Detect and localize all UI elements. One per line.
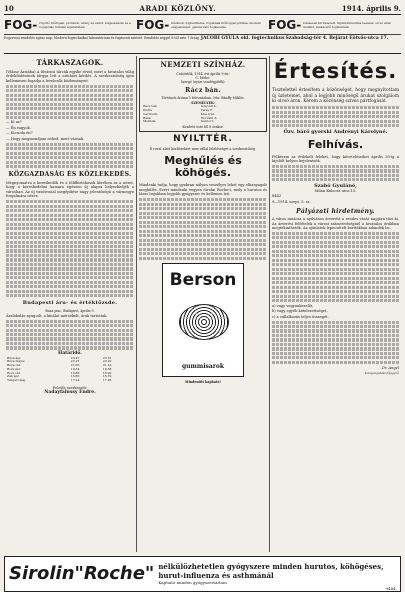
heel-icon: [179, 304, 229, 340]
cold-ad-text: Mindenki tudja, hogy gyakran milyen veszélyes lehet egy elhanyagolt meghűlés. Ezért mindenki vegyen Sirolin Roche-t, mely a hurutos és lázas bajokban legjobb gyógyszer és kellemes ízű.: [139, 183, 267, 197]
fog-text: rögzítő műfogak, plombok, arany és ezüst, szájsebészet és a fogápolás minden ágazatában.: [39, 21, 131, 29]
table-row: Rácz bán Ungvári L.: [143, 104, 218, 109]
notice-text: A város tanácsa a nyilvános árverést a rendes vásár napjára tűzi ki. Az árverési feltételek a városi számvevőségnél a hivatalos órákban megtekinthetők. Az ajánlatok lepecsételt borítékban adandók be.: [272, 217, 399, 231]
advertiser-name: Özv. báró gyorski Andrényi Károlyné.: [283, 128, 388, 135]
table-row: Zab ápr. 16.66 16.70: [7, 374, 112, 379]
newspaper-page: [4, 3, 401, 591]
berson-logo: Berson: [169, 269, 237, 290]
dialogue-line: — Kicsoda én?: [6, 131, 33, 136]
berson-caption: Mindenütt kapható!: [185, 379, 221, 384]
signer-name: Szabó Gyuláné,: [314, 182, 357, 189]
theatre-series: C. bérlet.: [195, 75, 211, 80]
notice-item: b) vagy egyéb kötelezettséget,: [272, 309, 328, 314]
table-row: Rozs okt. 16.88 16.90: [7, 370, 112, 375]
fog-word: FOG-: [4, 18, 38, 32]
signer-address: Milan Kalocsa-utca 15.: [314, 189, 357, 194]
nyilt-ter-title: NYILTTÉR.: [173, 134, 233, 144]
table-row: Bánk Horváth Z.: [143, 115, 218, 120]
table-row: Endre Taray F.: [143, 108, 213, 112]
table-row: Rozs ápr. 19.34 19.36: [7, 366, 112, 371]
column-left: [4, 56, 137, 552]
cast-title: SZEMÉLYEK:: [191, 101, 215, 106]
notice-title: Pályázati hirdetmény.: [296, 207, 375, 215]
masthead: ARADI KÖZLÖNY.: [139, 3, 217, 13]
sirolin-ad: [4, 556, 401, 592]
dentist-banner: [4, 35, 401, 54]
play-title: Rácz bán.: [185, 86, 221, 94]
fog-ad-3: [268, 17, 400, 34]
theatre-sub: Szergé (nyári vendégjáték):: [180, 79, 226, 84]
section-title: TÁRKASZAGOK.: [36, 58, 104, 67]
sirolin-text: nélkülözhetetlen gyógyszere minden hurutos, köhögéses, hurut-influenza és asthmánál: [158, 561, 384, 580]
sirolin-sub: Kapható minden gyógyszertárban: [158, 580, 227, 586]
sirolin-brand: Sirolin"Roche": [9, 562, 155, 584]
berson-ad: [162, 263, 244, 377]
table-title: Határidő.: [58, 350, 82, 356]
fog-ad-1: [4, 17, 136, 34]
market-text: Áralakulás nyugodt, a kínálat mérsékelt, árak tartottak.: [6, 313, 108, 318]
page-number: 10: [4, 3, 14, 13]
ertesites-text: Tisztelettel értesítem a közönséget, hogy megnyitottam új üzletemet, ahol a legjobb minőségű árukat szolgálom ki olcsó áron. Kérem a közönség szíves pártfogását.: [272, 88, 399, 105]
notice-signature: Dr. Angel: [382, 365, 399, 370]
play-desc: Történeti dráma 5 felvonásban. Irta: Bánffy Miklós.: [161, 96, 245, 101]
fog-text: húzások, fogbeültetés, fogaknak műfoggal pótlása, modern szájsebészet, gázzal való fogkezelés.: [171, 21, 262, 29]
sirolin-text-block: [158, 563, 385, 586]
felhivas-text: Felkérem az érdekelt feleket, hogy követeléseiket április 30-ig a kijelölt helyen bejelentsék.: [272, 154, 399, 164]
market-title: Budapesti áru- és értéktőzsde.: [22, 300, 118, 307]
ertesites-body: [272, 106, 399, 127]
table-row: Búza okt. 21.06 21.10: [7, 363, 112, 368]
felhivas-body: [272, 165, 399, 182]
fog-word: FOG-: [136, 18, 170, 32]
dialogue-line: — Ki az?: [6, 120, 22, 125]
notice-item: a) vagy vagyonkezelői,: [272, 303, 314, 308]
column-right: [270, 56, 401, 552]
notice-signature-role: közigazgatási főjegyző: [364, 371, 399, 376]
fog-ads-row: [4, 17, 401, 35]
table-row: Gertrudis Kiss Irén: [143, 111, 215, 116]
table-row: Búza ápr. 23.47 23.52: [7, 355, 112, 360]
table-row: Melinda Kántor I.: [143, 119, 215, 124]
notice-ref: 8442: [272, 193, 282, 198]
felhivas-title: Felhívás.: [307, 137, 364, 151]
fog-text: Ízlésesen kivitelezett, fájdalommentes kezelés, olcsó árak mellett, szakszerű fogmunkák.: [303, 21, 391, 29]
fog-word: FOG-: [268, 18, 302, 32]
ertesites-title: Értesítés.: [273, 59, 398, 83]
berson-label: gummisarok: [181, 363, 225, 371]
theatre-title: NEMZETI SZÍNHÁZ.: [160, 60, 246, 69]
dialogue-line: — Hogy megmondjam neked, mert várnak.: [6, 136, 85, 141]
editor-label: Felelős szerkesztő:: [52, 385, 88, 390]
table-row: Búza május 23.15 23.20: [7, 359, 112, 364]
dentist-address: Szabadság-tér 4. Bejárat Eötvös-utca 17.: [285, 36, 389, 41]
columns: [4, 56, 401, 552]
nyilt-ter-note: E rovat alatt közlöttekért nem vállal felelősséget a szerkesztőség.: [149, 147, 257, 152]
notice-label: 9—1914. szept. 5. sz.: [272, 200, 311, 205]
theatre-start: Kezdete este fél 8 órakor.: [182, 125, 224, 129]
issue-date: 1914. április 9.: [341, 3, 401, 13]
ad-number: 9484.: [385, 586, 397, 591]
article-intro: (Válasz Ázsiába) A fővárosi tárcák egyike rövid, mert a hivatalos világ érdeklődésének tárgya lett a színházi kérdés. A szerkesztőség igen kellemesen fogadja a levelezők közleményeit.: [6, 69, 134, 83]
market-body: [6, 320, 134, 350]
theatre-date: Csütörtök, 1914. évi április 9-én:: [176, 71, 230, 76]
cast-table: [142, 105, 264, 124]
editor-name: Nadayfalussy Endre.: [44, 390, 96, 396]
article-text: Megnyomatva a kereskedők és a földbirtokosok körében az a nézet, hogy a kereskedelmi kamara egészen új alapra helyezkedjék a városban. Az új vasútvonal megépítése nagy jelentőségű a vármegye forgalmára nézve.: [6, 180, 134, 199]
market-sub: Buza piac, Budapest, április 9.: [45, 308, 95, 313]
article-body: [6, 200, 134, 297]
notice-body: [272, 321, 399, 364]
notice-body: [272, 232, 399, 302]
table-row: Tengeri máj. 17.24 17.26: [7, 378, 112, 383]
cold-ad-title: Meghűlés és köhögés.: [164, 154, 242, 180]
section-title: KÖZGAZDASÁG ÉS KÖZLEKEDÉS.: [8, 171, 132, 179]
notice-item: c) a vállalkozás teljes összegét.: [272, 314, 329, 319]
page-header: [4, 4, 401, 15]
dialogue-line: — Én vagyok.: [6, 125, 31, 130]
fog-ad-2: [136, 17, 268, 34]
market-table: [6, 357, 134, 383]
article-body: [6, 85, 134, 119]
dentist-text: Fogorvosi rendelés egész nap. Modern fogtechnikai laboratórium és fogászati intézet. Rendelés reggel 8-tól este 7 óráig.: [4, 36, 200, 40]
column-middle: [137, 56, 270, 552]
theatre-box: [139, 58, 267, 132]
article-body: [6, 143, 134, 169]
cold-ad-body: [139, 198, 267, 259]
dentist-name: JACOBI GYULA okl. fogtechnikus: [200, 36, 285, 41]
